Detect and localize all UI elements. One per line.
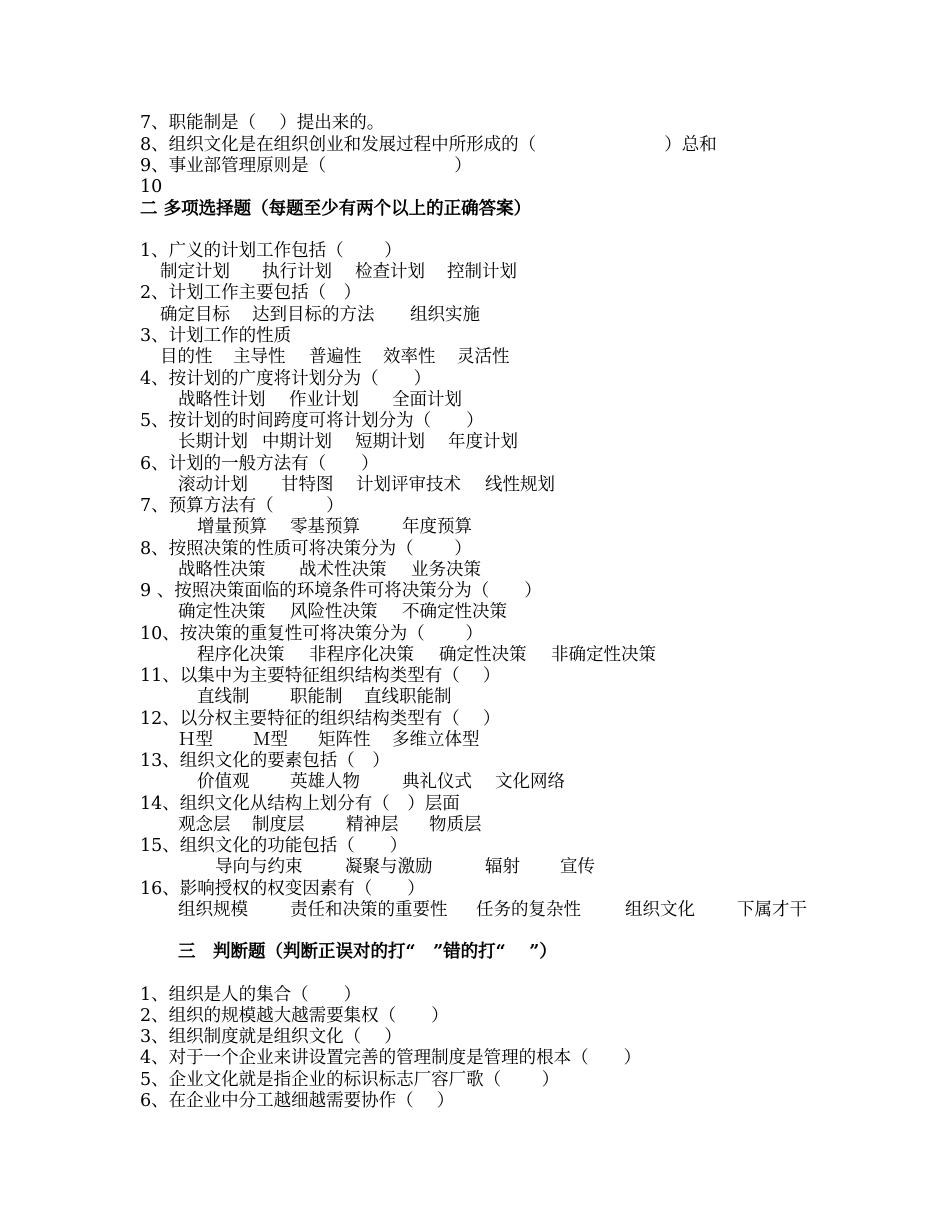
option: 主导性 [233,347,286,367]
options-line [0,856,950,878]
option: Ｍ型 [253,730,288,750]
fill-in-text: 10 [140,177,163,197]
question-line [0,750,950,772]
option: 检查计划 [355,262,425,282]
options-line [0,814,950,836]
true-false-item [0,984,950,1006]
options-line [0,346,950,368]
question-text: 3、计划工作的性质 [140,326,292,346]
section-heading-text: 二 多项选择题（每题至少有两个以上的正确答案） [140,199,532,219]
question-line [0,282,950,304]
option: 普遍性 [309,347,362,367]
option: 计划评审技术 [356,475,461,495]
fill-in-item [0,155,950,177]
option: 执行计划 [262,262,332,282]
options-line [0,516,950,538]
section-heading-text: 三 判断题（判断正误对的打“ ”错的打“ ”） [178,942,557,962]
question-line [0,495,950,517]
option: 甘特图 [281,475,334,495]
option: 多维立体型 [392,730,480,750]
option: 作业计划 [289,390,359,410]
question-text: 8、按照决策的性质可将决策分为（ ） [140,539,472,559]
options-line [0,771,950,793]
question-line [0,580,950,602]
option: 风险性决策 [290,602,378,622]
option: 零基预算 [290,517,360,537]
fill-in-item [0,134,950,156]
options-line [0,644,950,666]
question-text: 9 、按照决策面临的环境条件可将决策分为（ ） [140,581,542,601]
true-false-text: 5、企业文化就是指企业的标识标志厂容厂歌（ ） [140,1070,560,1090]
option: 目的性 [160,347,213,367]
option: 短期计划 [355,432,425,452]
option: 组织规模 [178,900,248,920]
fill-in-text: 8、组织文化是在组织创业和发展过程中所形成的（ ）总和 [140,135,717,155]
option: 辐射 [485,857,520,877]
option: 宣传 [560,857,595,877]
fill-in-item [0,112,950,134]
question-line [0,665,950,687]
true-false-item [0,1047,950,1069]
option: 非确定性决策 [551,645,656,665]
true-false-item [0,1005,950,1027]
question-line [0,325,950,347]
question-text: 14、组织文化从结构上划分有（ ）层面 [140,794,460,814]
question-line [0,538,950,560]
options-line [0,729,950,751]
option: 职能制 [290,687,343,707]
option: 线性规划 [485,475,555,495]
option: 战略性决策 [178,560,266,580]
option: 典礼仪式 [402,772,472,792]
option: 增量预算 [197,517,267,537]
options-line [0,261,950,283]
option: 控制计划 [447,262,517,282]
option: 英雄人物 [290,772,360,792]
question-text: 15、组织文化的功能包括（ ） [140,836,408,856]
option: 物质层 [429,815,482,835]
option: 确定性决策 [178,602,266,622]
section-heading-multiple-choice [0,198,950,220]
question-text: 10、按决策的重复性可将决策分为（ ） [140,624,483,644]
options-line [0,389,950,411]
fill-in-text: 9、事业部管理原则是（ ） [140,156,472,176]
option: 直线职能制 [364,687,452,707]
option: 效率性 [383,347,436,367]
question-line [0,793,950,815]
option: 制度层 [252,815,305,835]
option: 确定性决策 [439,645,527,665]
option: 凝聚与激励 [345,857,433,877]
question-line [0,623,950,645]
option: 滚动计划 [178,475,248,495]
option: 导向与约束 [215,857,303,877]
fill-in-text: 7、职能制是（ ）提出来的。 [140,113,385,133]
question-line [0,835,950,857]
option: 精神层 [346,815,399,835]
options-line [0,601,950,623]
question-line [0,410,950,432]
question-text: 5、按计划的时间跨度可将计划分为（ ） [140,411,484,431]
true-false-item [0,1090,950,1112]
question-line [0,368,950,390]
true-false-text: 4、对于一个企业来讲设置完善的管理制度是管理的根本（ ） [140,1048,642,1068]
question-text: 2、计划工作主要包括（ ） [140,283,362,303]
question-text: 16、影响授权的权变因素有（ ） [140,879,425,899]
true-false-text: 1、组织是人的集合（ ） [140,985,362,1005]
option: 责任和决策的重要性 [290,900,448,920]
option: 文化网络 [495,772,565,792]
options-line [0,304,950,326]
option: 灵活性 [457,347,510,367]
option: 矩阵性 [318,730,371,750]
question-line [0,708,950,730]
options-line [0,559,950,581]
options-line [0,431,950,453]
option: Ｈ型 [178,730,213,750]
true-false-text: 6、在企业中分工越细越需要协作（ ） [140,1091,455,1111]
options-line [0,686,950,708]
option: 战略性计划 [178,390,266,410]
options-line [0,899,950,921]
true-false-item [0,1069,950,1091]
option: 达到目标的方法 [252,305,375,325]
option: 制定计划 [160,262,230,282]
question-text: 13、组织文化的要素包括（ ） [140,751,390,771]
question-text: 11、以集中为主要特征组织结构类型有（ ） [140,666,501,686]
option: 组织实施 [410,305,480,325]
option: 任务的复杂性 [476,900,581,920]
option: 年度预算 [402,517,472,537]
option: 全面计划 [392,390,462,410]
option: 下属才干 [737,900,807,920]
question-line [0,878,950,900]
question-text: 12、以分权主要特征的组织结构类型有（ ） [140,709,501,729]
true-false-text: 2、组织的规模越大越需要集权（ ） [140,1006,449,1026]
options-line [0,474,950,496]
option: 价值观 [197,772,250,792]
true-false-item [0,1026,950,1048]
question-text: 7、预算方法有（ ） [140,496,344,516]
question-text: 6、计划的一般方法有（ ） [140,454,379,474]
option: 长期计划 [178,432,248,452]
true-false-text: 3、组织制度就是组织文化（ ） [140,1027,402,1047]
option: 中期计划 [262,432,332,452]
option: 战术性决策 [299,560,387,580]
option: 观念层 [178,815,231,835]
question-line [0,453,950,475]
fill-in-item [0,176,950,198]
option: 程序化决策 [197,645,285,665]
option: 直线制 [197,687,250,707]
option: 确定目标 [160,305,230,325]
section-heading-true-false [0,941,950,963]
option: 不确定性决策 [402,602,507,622]
option: 组织文化 [625,900,695,920]
question-text: 1、广义的计划工作包括（ ） [140,241,402,261]
option: 年度计划 [448,432,518,452]
option: 业务决策 [411,560,481,580]
question-text: 4、按计划的广度将计划分为（ ） [140,369,432,389]
question-line [0,240,950,262]
option: 非程序化决策 [309,645,414,665]
